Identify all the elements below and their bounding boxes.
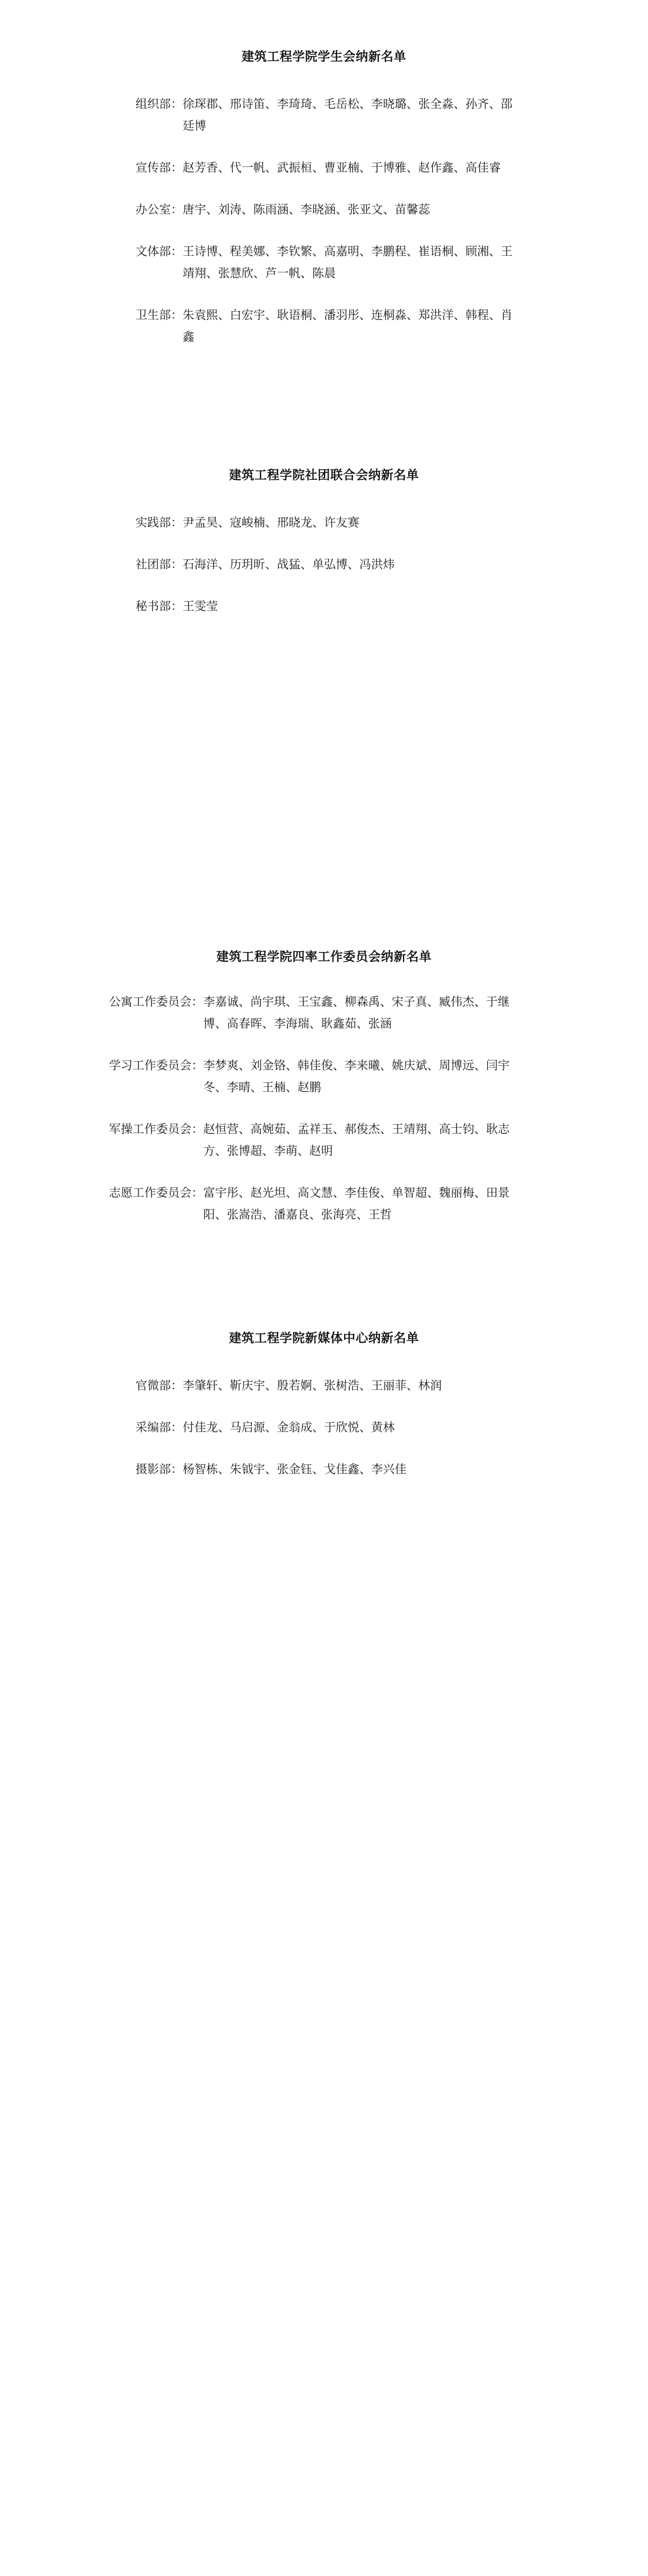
entry-label: 卫生部： — [135, 308, 183, 322]
section-club-union — [0, 466, 648, 617]
entry-label: 文体部： — [135, 244, 183, 258]
entry-label: 社团部： — [135, 557, 183, 571]
entry-names: 王雯莹 — [183, 599, 218, 613]
entry-row — [0, 554, 648, 575]
entry-label: 公寓工作委员会： — [109, 994, 203, 1009]
entry-names: 付佳龙、马启源、金翁成、于欣悦、黄林 — [183, 1420, 395, 1434]
entry-label: 学习工作委员会： — [109, 1058, 203, 1072]
entry-names: 唐宇、刘涛、陈雨涵、李晓涵、张亚文、苗馨蕊 — [183, 202, 430, 216]
section-work-committee — [0, 947, 648, 1226]
entry-row — [0, 1182, 648, 1226]
entry-label: 秘书部： — [135, 599, 183, 613]
entry-label: 办公室： — [135, 202, 183, 216]
entry-names: 王诗博、程美娜、李钦繁、高嘉明、李鹏程、崔语桐、顾湘、王靖翔、张慧欣、芦一帆、陈晨 — [183, 244, 513, 280]
section-title: 建筑工程学院四率工作委员会纳新名单 — [216, 949, 432, 964]
entry-names: 李肇轩、靳庆宇、殷若婀、张树浩、王丽菲、林润 — [183, 1378, 442, 1392]
entry-names: 赵芳香、代一帆、武振桓、曹亚楠、于博雅、赵作鑫、高佳睿 — [183, 160, 501, 174]
entry-names: 杨智栋、朱钺宇、张金钰、戈佳鑫、李兴佳 — [183, 1462, 406, 1476]
entry-label: 摄影部： — [135, 1462, 183, 1476]
entry-row — [0, 1458, 648, 1480]
section-title: 建筑工程学院新媒体中心纳新名单 — [229, 1330, 419, 1345]
entry-label: 志愿工作委员会： — [109, 1185, 203, 1200]
entry-names: 徐琛郡、邢诗笛、李琦琦、毛岳松、李晓璐、张全淼、孙齐、邵廷博 — [183, 97, 513, 133]
entry-names: 朱袁熙、白宏宇、耿语桐、潘羽彤、连桐淼、郑洪洋、韩程、肖鑫 — [183, 308, 513, 344]
entry-row — [0, 199, 648, 220]
section-title: 建筑工程学院学生会纳新名单 — [242, 49, 406, 64]
section-title: 建筑工程学院社团联合会纳新名单 — [229, 467, 419, 482]
entry-row — [0, 1055, 648, 1098]
entry-label: 宣传部： — [135, 160, 183, 174]
entry-label: 组织部： — [135, 97, 183, 111]
section-gap — [0, 348, 648, 466]
entry-names: 尹孟昊、寇峻楠、邢晓龙、许友赛 — [183, 515, 359, 529]
section-gap — [0, 617, 648, 947]
entry-row — [0, 93, 648, 137]
entry-row — [0, 304, 648, 348]
entry-row — [0, 595, 648, 617]
section-new-media-center — [0, 1329, 648, 1480]
entry-label: 官微部： — [135, 1378, 183, 1392]
entry-row — [0, 1375, 648, 1396]
entry-names: 富宇彤、赵光坦、高文慧、李佳俊、单智超、魏丽梅、田景阳、张嵩浩、潘嘉良、张海亮、王哲 — [203, 1185, 510, 1221]
entry-row — [0, 157, 648, 179]
entry-names: 石海洋、历玥昕、战猛、单弘博、冯洪炜 — [183, 557, 395, 571]
entry-row — [0, 512, 648, 533]
section-gap — [0, 1226, 648, 1329]
entry-names: 李嘉诚、尚宇琪、王宝鑫、柳森禹、宋子真、臧伟杰、于继博、高春晖、李海瑞、耿鑫茹、张涵 — [203, 994, 510, 1030]
entry-label: 实践部： — [135, 515, 183, 529]
entry-row — [0, 991, 648, 1035]
entry-row — [0, 241, 648, 284]
section-student-union — [0, 0, 648, 348]
entry-names: 赵恒营、高婉茹、孟祥玉、郝俊杰、王靖翔、高士钧、耿志方、张博超、李萌、赵明 — [203, 1122, 510, 1158]
entry-row — [0, 1118, 648, 1162]
entry-names: 李梦爽、刘金铬、韩佳俊、李来曦、姚庆斌、周博远、闫宇冬、李晴、王楠、赵鹏 — [203, 1058, 510, 1094]
entry-label: 军操工作委员会： — [109, 1122, 203, 1136]
entry-row — [0, 1417, 648, 1438]
entry-label: 采编部： — [135, 1420, 183, 1434]
